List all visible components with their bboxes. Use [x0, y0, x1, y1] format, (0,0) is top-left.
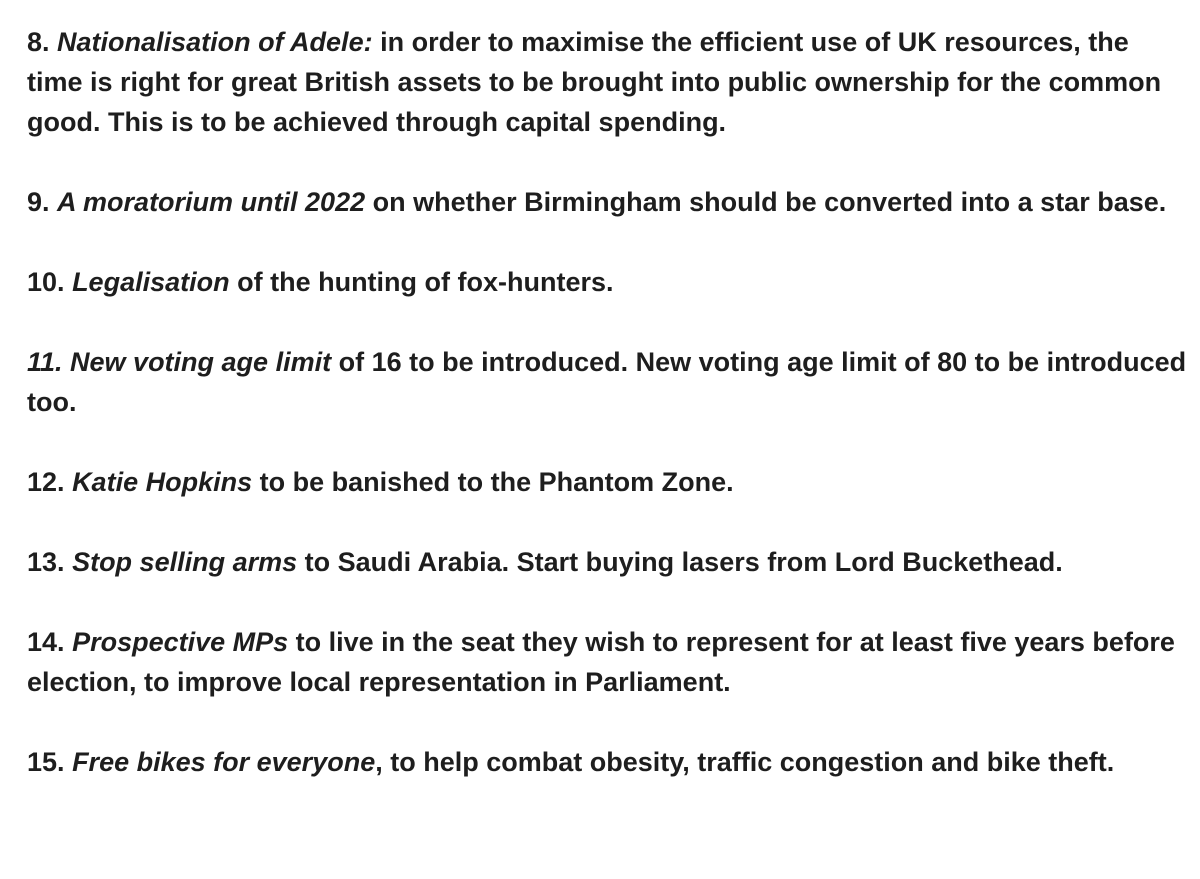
item-emphasis: 11. New voting age limit	[27, 347, 332, 377]
item-text: on whether Birmingham should be converted into a star base.	[365, 187, 1167, 217]
item-emphasis: Nationalisation of Adele:	[57, 27, 373, 57]
item-number: 10.	[27, 267, 65, 297]
item-number: 15.	[27, 747, 65, 777]
item-emphasis: A moratorium until 2022	[57, 187, 366, 217]
item-number: 14.	[27, 627, 65, 657]
item-emphasis: Katie Hopkins	[72, 467, 253, 497]
item-number: 9.	[27, 187, 50, 217]
manifesto-item-9	[27, 182, 1187, 222]
item-text: to live in the seat they wish to represent for at least five years before election, to improve local representation in Parliament.	[27, 627, 1175, 697]
item-emphasis: Legalisation	[72, 267, 230, 297]
item-text: to Saudi Arabia. Start buying lasers from Lord Buckethead.	[297, 547, 1063, 577]
manifesto-list	[27, 22, 1187, 822]
item-text: of 16 to be introduced. New voting age limit of 80 to be introduced too.	[27, 347, 1187, 417]
item-emphasis: Free bikes for everyone	[72, 747, 376, 777]
manifesto-item-10	[27, 262, 1187, 302]
item-number: 13.	[27, 547, 65, 577]
item-number: 12.	[27, 467, 65, 497]
manifesto-item-11	[27, 342, 1187, 422]
item-text: , to help combat obesity, traffic congestion and bike theft.	[375, 747, 1115, 777]
manifesto-item-15	[27, 742, 1187, 782]
item-text: to be banished to the Phantom Zone.	[252, 467, 734, 497]
item-text: in order to maximise the efficient use of UK resources, the time is right for great British assets to be brought into public ownership for the common good. This is to be achieved through capital spending.	[27, 27, 1162, 137]
item-number: 8.	[27, 27, 50, 57]
manifesto-item-12	[27, 462, 1187, 502]
manifesto-item-13	[27, 542, 1187, 582]
item-emphasis: Prospective MPs	[72, 627, 289, 657]
manifesto-item-8	[27, 22, 1187, 142]
item-emphasis: Stop selling arms	[72, 547, 298, 577]
manifesto-item-14	[27, 622, 1187, 702]
item-text: of the hunting of fox-hunters.	[229, 267, 614, 297]
